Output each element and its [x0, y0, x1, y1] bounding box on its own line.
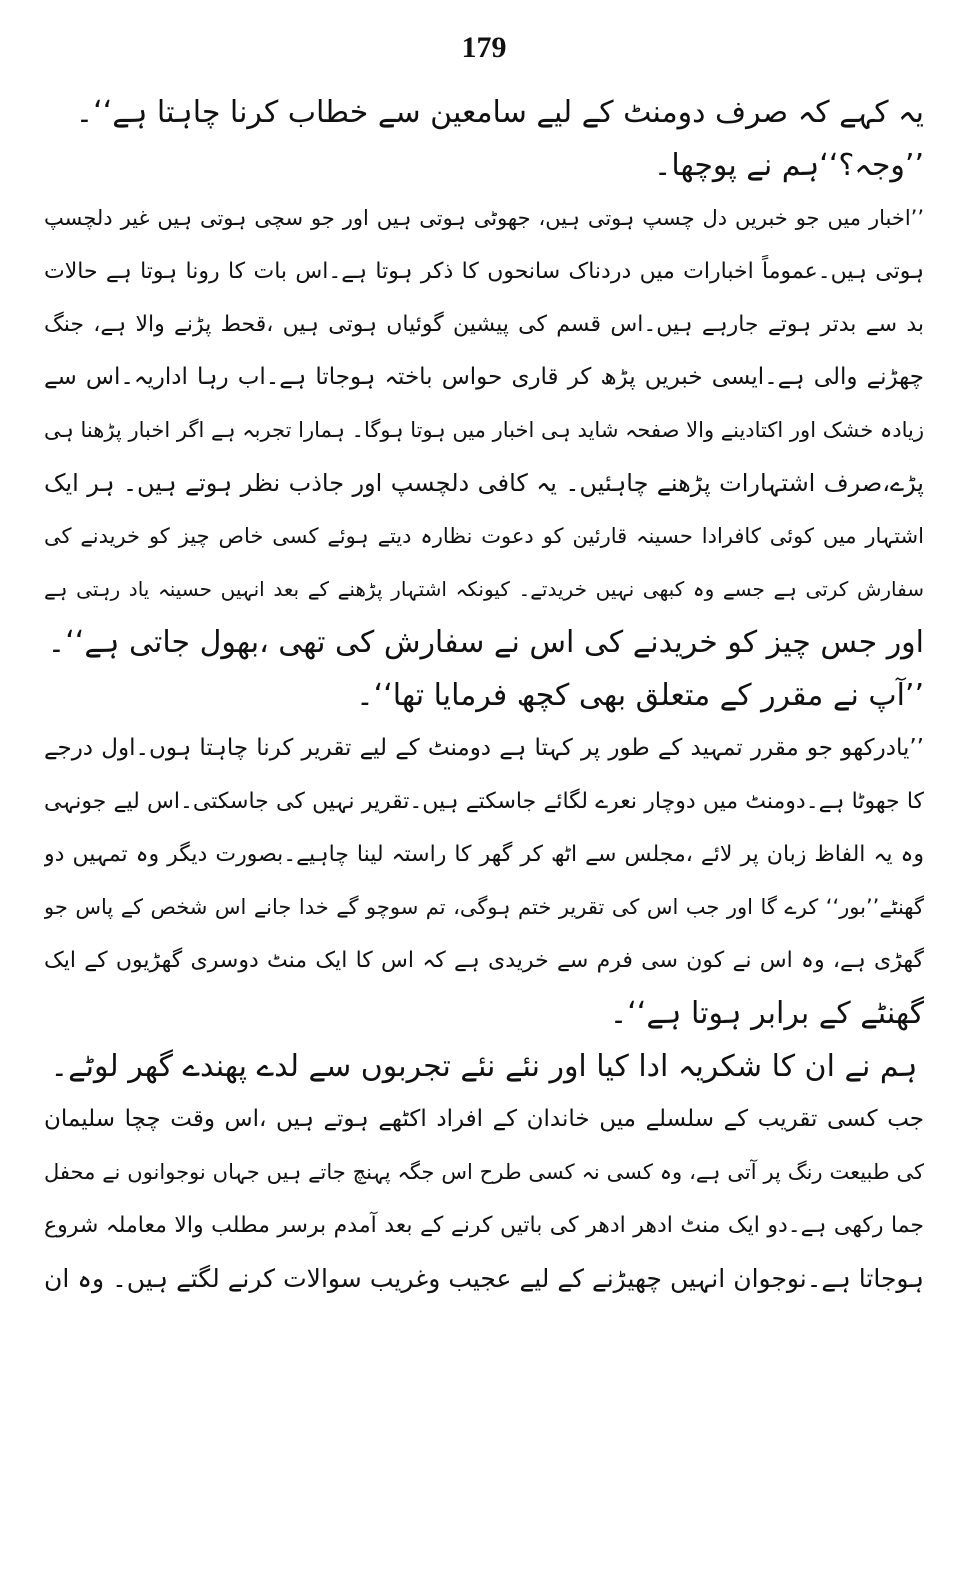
text-line: اشتہار میں کوئی کافرادا حسینہ قارئین کو دعوت نظارہ دیتے ہوئے کسی خاص چیز کو خریدنے کی	[44, 524, 924, 548]
text-line: کی طبیعت رنگ پر آتی ہے، وہ کسی نہ کسی طرح اس جگہ پہنچ جاتے ہیں جہاں نوجوانوں نے محفل	[44, 1160, 924, 1184]
text-line: گھنٹے کے برابر ہوتا ہے‘‘۔	[609, 996, 924, 1031]
text-line: گھڑی ہے، وہ اس نے کون سی فرم سے خریدی ہے کہ اس کا ایک منٹ دوسری گھڑیوں کے ایک	[44, 948, 924, 973]
page-number: 179	[461, 31, 507, 64]
text-line: ہوجاتا ہے۔نوجوان انہیں چھیڑنے کے لیے عجیب وغریب سوالات کرنے لگتے ہیں۔ وہ ان	[44, 1264, 924, 1293]
text-line: کا جھوٹا ہے۔دومنٹ میں دوچار نعرے لگائے جاسکتے ہیں۔تقریر نہیں کی جاسکتی۔اس لیے جونہی	[44, 789, 924, 814]
text-line: بد سے بدتر ہوتے جارہے ہیں۔اس قسم کی پیشین گوئیاں ہوتی ہیں ،قحط پڑنے والا ہے، جنگ	[44, 312, 924, 337]
text-line: یہ کہے کہ صرف دومنٹ کے لیے سامعین سے خطاب کرنا چاہتا ہے‘‘۔	[75, 95, 924, 130]
text-line: ’’آپ نے مقرر کے متعلق بھی کچھ فرمایا تھا‘‘۔	[356, 678, 924, 713]
text-line: ’’یادرکھو جو مقرر تمہید کے طور پر کہتا ہے دومنٹ کے لیے تقریر کرنا چاہتا ہوں۔اول درجے	[44, 735, 924, 761]
text-line: ’’اخبار میں جو خبریں دل چسپ ہوتی ہیں، جھوٹی ہوتی ہیں اور جو سچی ہوتی ہیں غیر دلچسپ	[44, 206, 924, 230]
text-line: جما رکھی ہے۔دو ایک منٹ ادھر ادھر کی باتیں کرنے کے بعد آمدم برسر مطلب والا معاملہ شروع	[44, 1213, 924, 1238]
text-line: اور جس چیز کو خریدنے کی اس نے سفارش کی تھی ،بھول جاتی ہے‘‘۔	[47, 625, 924, 660]
text-line: ہم نے ان کا شکریہ ادا کیا اور نئے نئے تجربوں سے لدے پھندے گھر لوٹے۔	[50, 1049, 918, 1084]
text-line: ’’وجہ؟‘‘ہم نے پوچھا۔	[653, 148, 924, 183]
text-line: سفارش کرتی ہے جسے وہ کبھی نہیں خریدتے۔ کیونکہ اشتہار پڑھنے کے بعد انہیں حسینہ یاد رہتی ہے	[44, 577, 924, 601]
text-line: گھنٹے’’بور‘‘ کرے گا اور جب اس کی تقریر ختم ہوگی، تم سوچو گے خدا جانے اس شخص کے پاس جو	[44, 895, 924, 919]
text-line: وہ یہ الفاظ زبان پر لائے ،مجلس سے اٹھ کر گھر کا راستہ لینا چاہیے۔بصورت دیگر وہ تمہیں دو	[44, 842, 924, 867]
page-body	[44, 86, 924, 1305]
text-line: چھڑنے والی ہے۔ایسی خبریں پڑھ کر قاری حواس باختہ ہوجاتا ہے۔اب رہا اداریہ۔اس سے	[44, 364, 924, 390]
text-line: جب کسی تقریب کے سلسلے میں خاندان کے افراد اکٹھے ہوتے ہیں ،اس وقت چچا سلیمان	[44, 1106, 924, 1132]
text-line: ہوتی ہیں۔عموماً اخبارات میں دردناک سانحوں کا ذکر ہوتا ہے۔اس بات کا رونا ہوتا ہے حالات	[44, 259, 924, 284]
text-line: پڑے،صرف اشتہارات پڑھنے چاہئیں۔ یہ کافی دلچسپ اور جاذب نظر ہوتے ہیں۔ ہر ایک	[44, 469, 924, 497]
text-line: زیادہ خشک اور اکتادینے والا صفحہ شاید ہی اخبار میں ہوتا ہوگا۔ ہمارا تجربہ ہے اگر اخبار پڑھنا ہی	[44, 418, 924, 442]
